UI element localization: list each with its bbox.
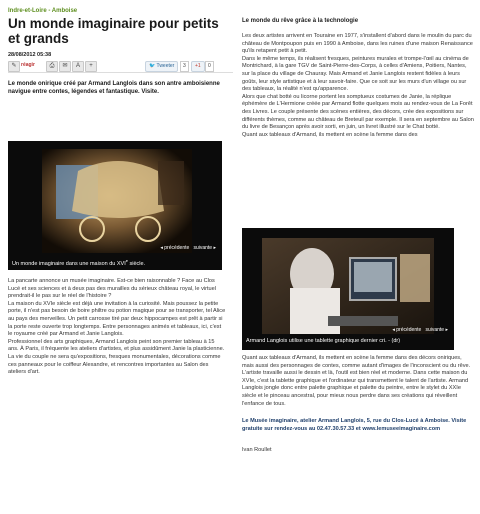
email-icon[interactable]: ✉ — [59, 61, 71, 72]
plusone-count: 0 — [205, 61, 214, 72]
print-icon[interactable]: ⎙ — [46, 61, 58, 72]
visit-info: Le Musée imaginaire, atelier Armand Langlois, 5, rue du Clos-Lucé à Amboise. Visite gratuite sur rendez-vous au 02.47.30.57.33 et www.lemuseeimaginaire.com — [242, 418, 467, 432]
share-icon[interactable]: + — [85, 61, 97, 72]
right-column — [242, 0, 474, 139]
photo-2-caption: Armand Langlois utilise une tablette graphique dernier cri. - (dr) — [246, 338, 401, 344]
right-body-top — [242, 33, 474, 139]
right-paragraph: Quant aux tableaux d'Armand, ils mettent en scène la femme dans des — [242, 131, 418, 138]
tweet-label: Tweeter — [156, 63, 175, 69]
photo-tablette[interactable] — [242, 228, 454, 350]
article-title — [8, 16, 233, 46]
plusone-button[interactable]: +1 — [191, 61, 205, 72]
left-paragraph: La maison du XVIe siècle est déjà une invitation à la curiosité. Mais poussez la petite porte, il n'est pas besoin de boire philtre ou potion magique pour se transporter, tel Alice au pays des merveilles. Un petit carrosse tiré par deux hippocampes est prêt à partir si la porte reste ouverte trop longtemps. Entre personnages animés et tableaux, ici, c'est le royaume créé par Armand et Janie Langlois. — [8, 300, 226, 338]
right-paragraph: Quant aux tableaux d'Armand, ils mettent en scène la femme dans des décors oniriques, mais aussi des personnages de contes, comme autant d'images de l'inconscient ou du rêve. — [242, 355, 471, 369]
title-line-1: Un monde imaginaire pour petits — [8, 16, 219, 31]
react-link[interactable]: réagir — [21, 62, 35, 68]
right-body-bottom — [242, 355, 472, 455]
tweet-count: 3 — [180, 61, 189, 72]
left-column — [8, 0, 233, 96]
next-photo-link[interactable]: suivante ▸ — [425, 327, 448, 333]
gallery-nav-1 — [160, 245, 216, 251]
author-name: Ivan Roullet — [242, 447, 272, 454]
right-paragraph: Les deux artistes arrivent en Touraine en 1977, s'installent d'abord dans le moulin du parc du château de Montpoupon puis en 1990 à Amboise, dans les ruines d'une maison Renaissance qu'ils retapent petit à petit. — [242, 33, 473, 55]
article-lead: Le monde onirique créé par Armand Langlois dans son antre amboisienne navigue entre contes, légendes et fantastique. Visite. — [8, 81, 220, 95]
prev-photo-link[interactable]: ◂ précédente — [160, 245, 190, 251]
section-heading: Le monde du rêve grâce à la technologie — [242, 18, 359, 24]
section-kicker[interactable]: Indre-et-Loire - Amboise — [8, 8, 78, 14]
tweet-button[interactable] — [145, 61, 178, 72]
gallery-nav-2 — [392, 327, 448, 333]
right-paragraph: Alors que chat botté ou licorne portent les somptueux costumes de Janie, la réplique éphémère de L'Hermione créée par Armand flotte quelques mois au rendez-vous de La Forêt des Livres. Le couple présente des scènes entières, des décors, crée des expositions sur différents thèmes, comme au château de Breteuil par exemple. Il sera en septembre au Salon du livre de Besançon après avoir sorti, en juin, un livret illustré sur le Chat botté. — [242, 93, 474, 131]
publish-date: 28/08/2012 05:38 — [8, 52, 52, 58]
comment-icon[interactable]: ✎ — [8, 61, 20, 72]
right-paragraph: L'artiste travaille aussi le dessin et là, l'outil est bien réel et moderne. Dans cette maison du XVIe, c'est la tablette graphique et l'ordinateur qui transmettent le talent de l'artiste. Armand Langlois jongle donc entre palette graphique et palette du peintre, entre le stylet du XXIe siècle et le pinceau ancestral, pour mieux nous perdre dans ses créations qui réveillent l'enfance de tous. — [242, 370, 469, 407]
left-body — [8, 278, 226, 377]
share-toolbar — [8, 60, 233, 73]
right-paragraph: Dans le même temps, ils réalisent fresques, peintures murales et trompe-l'œil au cinéma de Montrichard, à la gare TGV de Saint-Pierre-des-Corps, à celles d'Amiens, Poitiers, Nantes, sur la place du village de Chauray. Mais Armand et Janie Langlois restent fidèles à leurs goûts, leur style artistique et à leur savoir-faire. Que ce soit sur les murs d'un village ou sur des tableaux, la réalité n'est qu'apparence. — [242, 55, 469, 93]
photo-1-caption: Un monde imaginaire dans une maison du XVIe siècle. — [12, 258, 146, 267]
twitter-bird-icon: 🐦 — [149, 63, 156, 69]
title-line-2: et grands — [8, 31, 69, 46]
next-photo-link[interactable]: suivante ▸ — [193, 245, 216, 251]
left-paragraph: Professionnel des arts graphiques, Armand Langlois peint son premier tableau à 15 ans. À Paris, il fréquente les ateliers d'artistes, et plus assidûment Janie la plasticienne. La vie du couple ne sera qu'expositions, fresques monumentales, décorations comme ces panneaux pour le coiffeur Alexandre, et rencontres importantes au Salon des ateliers d'art. — [8, 338, 225, 376]
left-paragraph: La pancarte annonce un musée imaginaire. Est-ce bien raisonnable ? Face au Clos Lucé et ses sciences et à deux pas des murailles du sérieux château royal, le virtuel prendrait-il le pas sur le réel de l'histoire ? — [8, 278, 217, 300]
photo-carrosse[interactable] — [8, 141, 222, 270]
prev-photo-link[interactable]: ◂ précédente — [392, 327, 422, 333]
text-size-icon[interactable]: A — [72, 61, 84, 72]
